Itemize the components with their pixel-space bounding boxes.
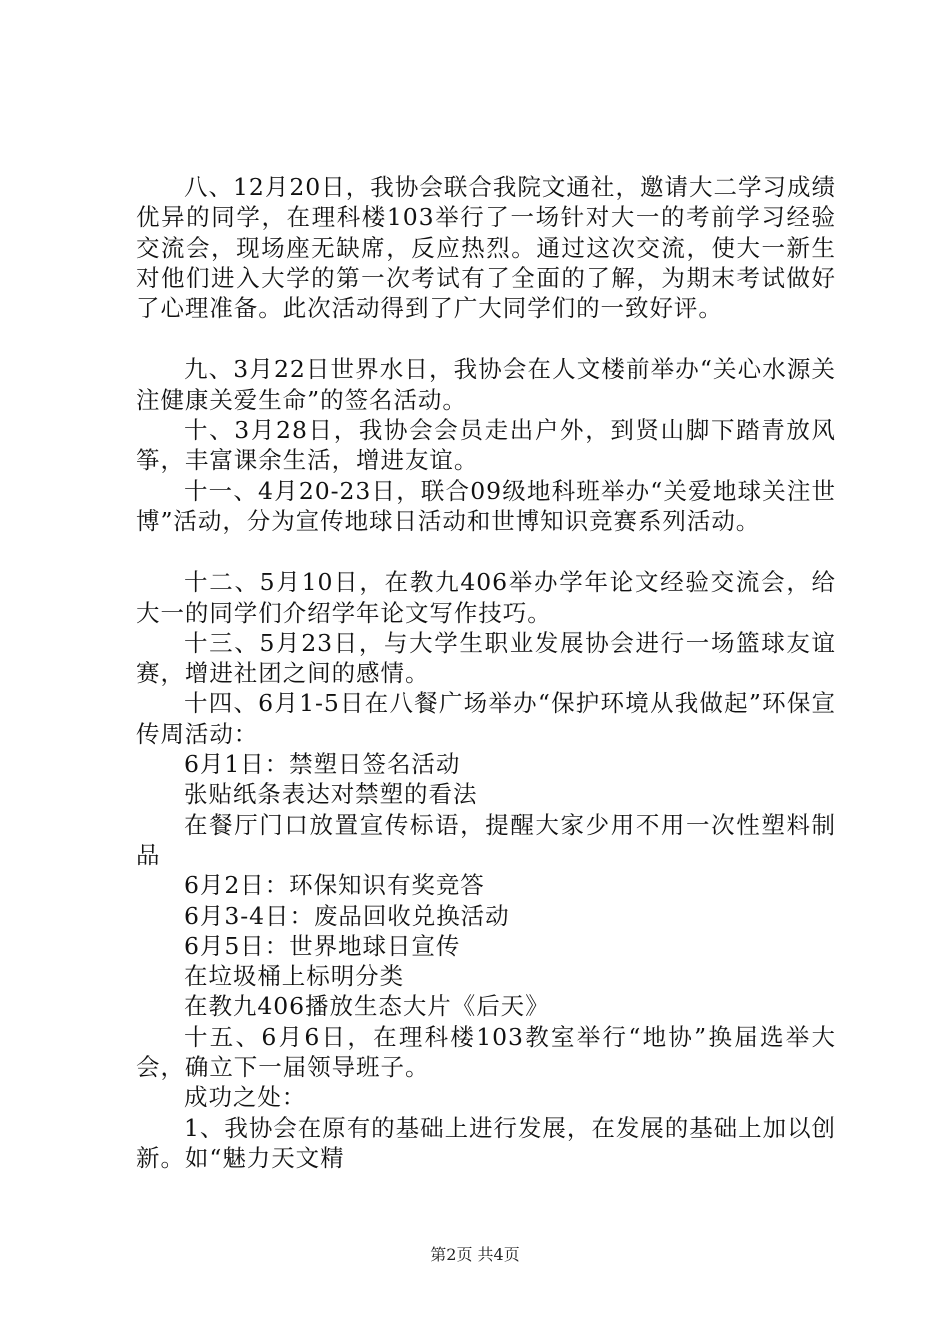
schedule-line-film: 在教九406播放生态大片《后天》 — [184, 992, 550, 1021]
page-footer: 第2页 共4页 — [430, 1245, 520, 1264]
paragraph-item-12: 十二、5月10日，在教九406举办学年论文经验交流会，给大一的同学们介绍学年论文写作技巧。 — [136, 568, 836, 627]
document-body — [136, 172, 836, 1173]
section-heading-successes: 成功之处： — [184, 1083, 307, 1112]
paragraph-item-11: 十一、4月20-23日，联合09级地科班举办“关爱地球关注世博”活动，分为宣传地球日活动和世博知识竞赛系列活动。 — [136, 476, 836, 535]
paragraph-success-1: 1、我协会在原有的基础上进行发展，在发展的基础上加以创新。如“魅力天文精 — [136, 1113, 836, 1172]
schedule-line-slogans: 在餐厅门口放置宣传标语，提醒大家少用不用一次性塑料制品 — [136, 810, 836, 869]
paragraph-item-9: 九、3月22日世界水日，我协会在人文楼前举办“关心水源关注健康关爱生命”的签名活动。 — [136, 355, 836, 414]
schedule-line-june-1: 6月1日：禁塑日签名活动 — [184, 750, 461, 779]
paragraph-item-15: 十五、6月6日，在理科楼103教室举行“地协”换届选举大会，确立下一届领导班子。 — [136, 1022, 836, 1082]
schedule-line-june-5: 6月5日：世界地球日宣传 — [184, 931, 461, 960]
schedule-line-june-2: 6月2日：环保知识有奖竞答 — [184, 871, 485, 900]
paragraph-item-10: 十、3月28日，我协会会员走出户外，到贤山脚下踏青放风筝，丰富课余生活，增进友谊。 — [136, 416, 836, 475]
schedule-line-june-3-4: 6月3-4日：废品回收兑换活动 — [184, 901, 510, 930]
paragraph-item-13: 十三、5月23日，与大学生职业发展协会进行一场篮球友谊赛，增进社团之间的感情。 — [136, 628, 836, 688]
schedule-line-bins: 在垃圾桶上标明分类 — [184, 962, 405, 991]
paragraph-item-14: 十四、6月1-5日在八餐广场举办“保护环境从我做起”环保宣传周活动： — [136, 689, 836, 748]
paragraph-item-8: 八、12月20日，我协会联合我院文通社，邀请大二学习成绩优异的同学，在理科楼103举行了一场针对大一的考前学习经验交流会，现场座无缺席，反应热烈。通过这次交流，使大一新生对他们进入大学的第一次考试有了全面的了解，为期末考试做好了心理准备。此次活动得到了广大同学们的一致好评。 — [136, 173, 836, 323]
schedule-line-posters: 张贴纸条表达对禁塑的看法 — [184, 780, 478, 809]
